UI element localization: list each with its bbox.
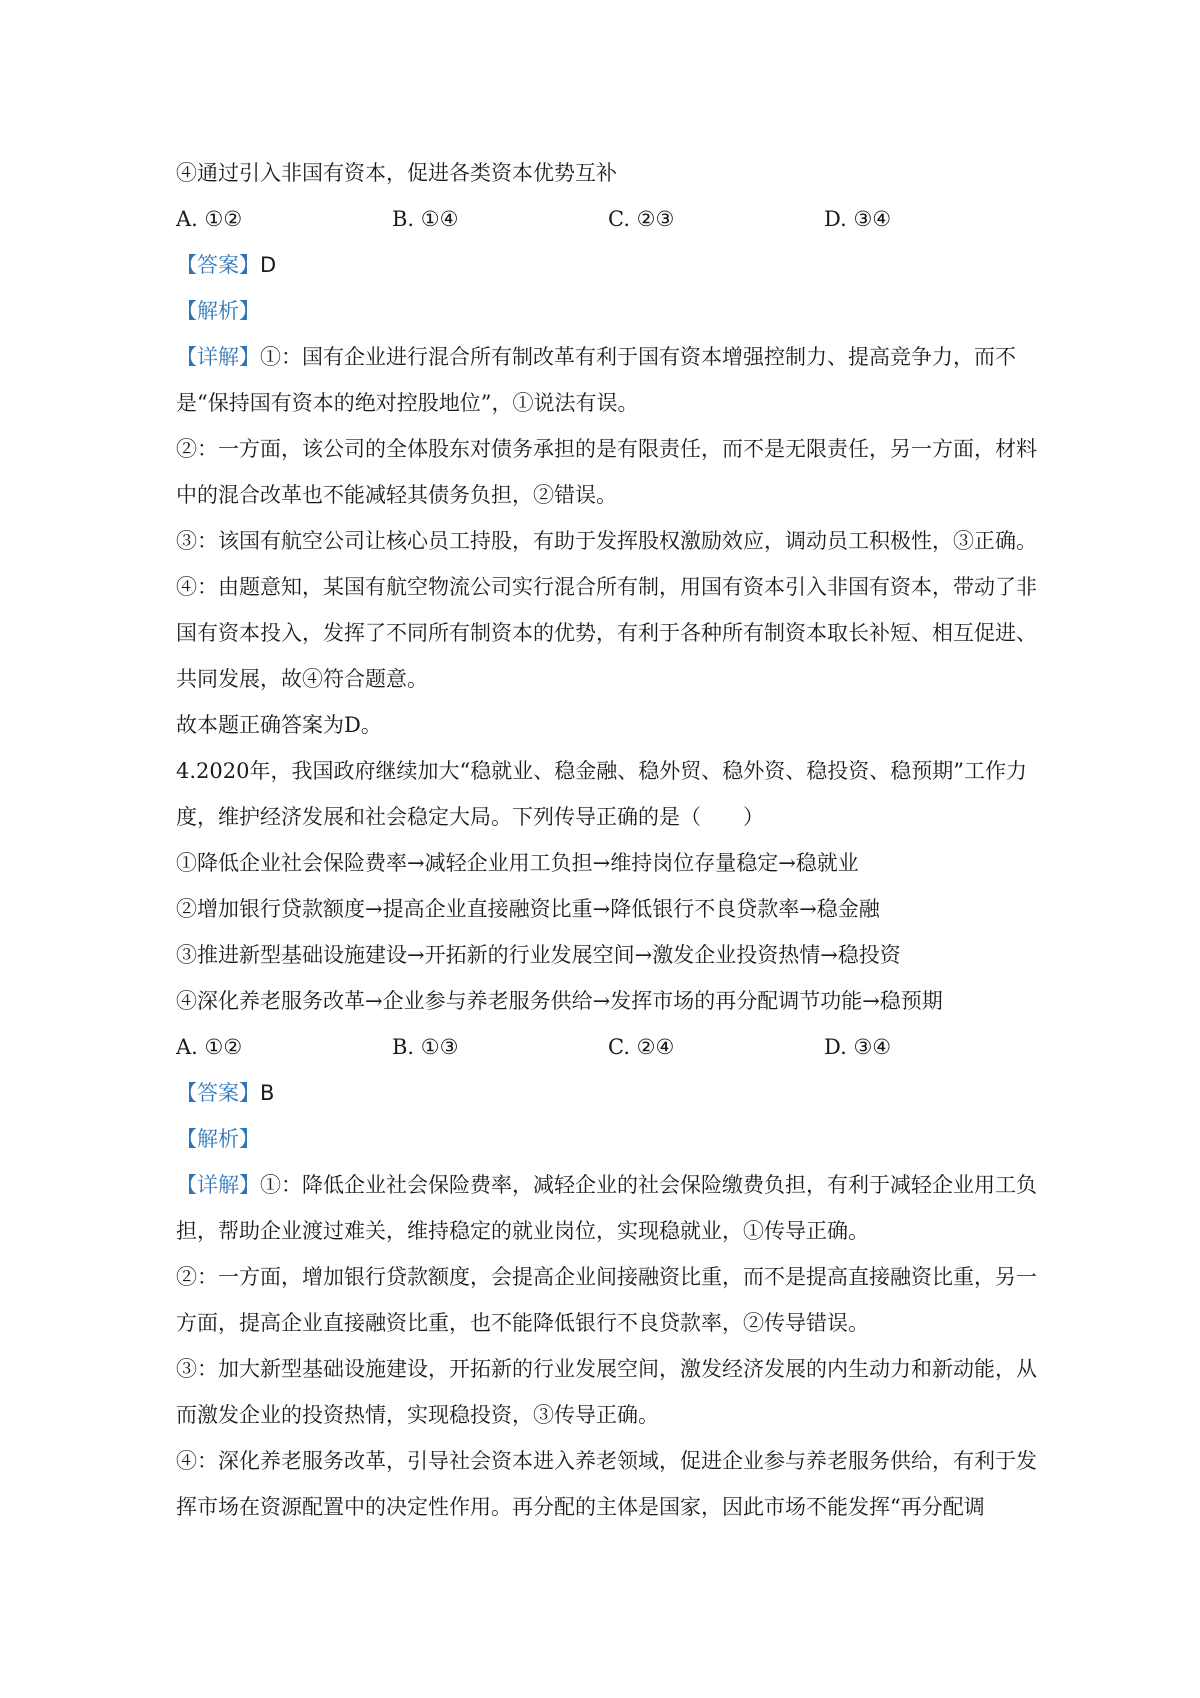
q4-stem: 4.2020年，我国政府继续加大“稳就业、稳金融、稳外贸、稳外资、稳投资、稳预期”工作力度，维护经济发展和社会稳定大局。下列传导正确的是（ ） (176, 759, 1027, 829)
q3-detail-1-text: ①：国有企业进行混合所有制改革有利于国有资本增强控制力、提高竞争力，而不是“保持国有资本的绝对控股地位”，①说法有误。 (176, 345, 1016, 415)
q4-option-2: ②增加银行贷款额度→提高企业直接融资比重→降低银行不良贷款率→稳金融 (176, 897, 880, 921)
q3-detail-1 (176, 334, 1040, 426)
q4-choice-d: D. ③④ (824, 1035, 892, 1059)
q3-choice-a: A. ①② (176, 207, 243, 231)
q3-option-4: ④通过引入非国有资本，促进各类资本优势互补 (176, 161, 617, 185)
q3-answer-value: D (260, 253, 277, 277)
q4-answer-value: B (260, 1081, 275, 1105)
q4-choice-b: B. ①③ (392, 1035, 459, 1059)
q4-analysis-tag: 【解析】 (176, 1127, 260, 1151)
q3-choices (176, 196, 1040, 242)
q4-detail-1 (176, 1162, 1040, 1254)
q3-answer-tag: 【答案】 (176, 253, 260, 277)
q4-detail-2: ②：一方面，增加银行贷款额度，会提高企业间接融资比重，而不是提高直接融资比重，另一方面，提高企业直接融资比重，也不能降低银行不良贷款率，②传导错误。 (176, 1265, 1037, 1335)
q3-choice-d: D. ③④ (824, 207, 892, 231)
q4-choices (176, 1024, 1040, 1070)
q4-answer-tag: 【答案】 (176, 1081, 260, 1105)
q3-detail-4: ④：由题意知，某国有航空物流公司实行混合所有制，用国有资本引入非国有资本，带动了非国有资本投入，发挥了不同所有制资本的优势，有利于各种所有制资本取长补短、相互促进、共同发展，故④符合题意。 (176, 575, 1037, 691)
q3-conclusion: 故本题正确答案为D。 (176, 713, 382, 737)
q4-choice-a: A. ①② (176, 1035, 243, 1059)
page-content (176, 150, 1040, 1530)
q4-option-1: ①降低企业社会保险费率→减轻企业用工负担→维持岗位存量稳定→稳就业 (176, 851, 859, 875)
q4-choice-c: C. ②④ (608, 1035, 675, 1059)
q3-analysis-tag: 【解析】 (176, 299, 260, 323)
q3-detail-2: ②：一方面，该公司的全体股东对债务承担的是有限责任，而不是无限责任，另一方面，材料中的混合改革也不能减轻其债务负担，②错误。 (176, 437, 1037, 507)
q4-detail-1-text: ①：降低企业社会保险费率，减轻企业的社会保险缴费负担，有利于减轻企业用工负担，帮助企业渡过难关，维持稳定的就业岗位，实现稳就业，①传导正确。 (176, 1173, 1037, 1243)
q3-detail-tag: 【详解】 (176, 345, 260, 369)
q4-option-3: ③推进新型基础设施建设→开拓新的行业发展空间→激发企业投资热情→稳投资 (176, 943, 901, 967)
q3-answer (176, 242, 1040, 288)
q3-analysis-heading (176, 288, 1040, 334)
q4-analysis-heading (176, 1116, 1040, 1162)
q4-detail-tag: 【详解】 (176, 1173, 260, 1197)
q4-detail-4: ④：深化养老服务改革，引导社会资本进入养老领域，促进企业参与养老服务供给，有利于发挥市场在资源配置中的决定性作用。再分配的主体是国家，因此市场不能发挥“再分配调 (176, 1449, 1037, 1519)
q4-option-4: ④深化养老服务改革→企业参与养老服务供给→发挥市场的再分配调节功能→稳预期 (176, 989, 943, 1013)
q3-choice-b: B. ①④ (392, 207, 459, 231)
q3-detail-3: ③：该国有航空公司让核心员工持股，有助于发挥股权激励效应，调动员工积极性，③正确。 (176, 529, 1037, 553)
q4-detail-3: ③：加大新型基础设施建设，开拓新的行业发展空间，激发经济发展的内生动力和新动能，从而激发企业的投资热情，实现稳投资，③传导正确。 (176, 1357, 1037, 1427)
q4-answer (176, 1070, 1040, 1116)
q3-choice-c: C. ②③ (608, 207, 675, 231)
